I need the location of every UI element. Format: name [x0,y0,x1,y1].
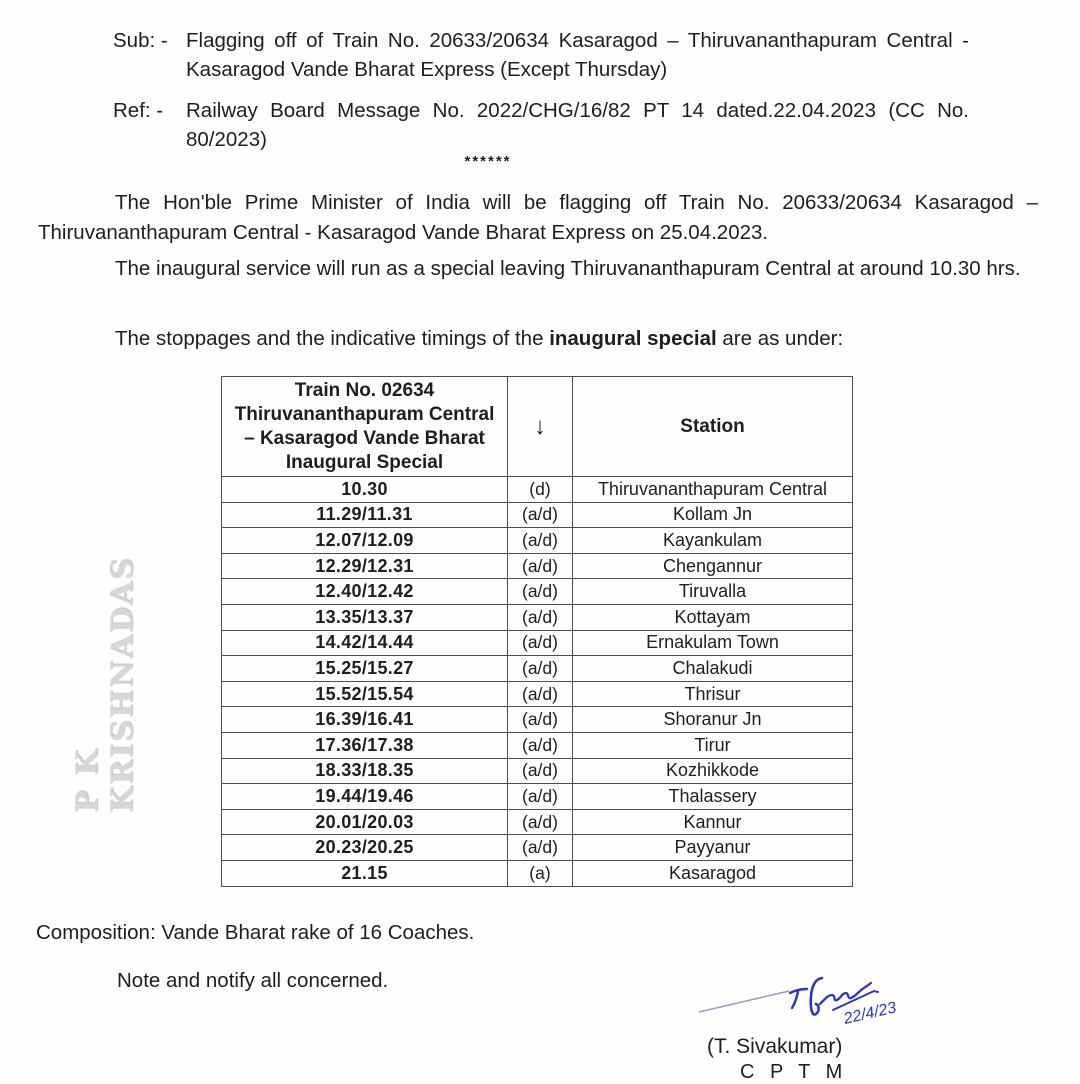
station-cell: Kozhikkode [573,758,853,784]
signature-date: 22/4/23 [842,999,898,1028]
signature-stroke-squiggle [820,983,871,1004]
station-cell: Kasaragod [573,860,853,886]
table-row [222,707,853,733]
signature-stroke-t-stem [792,991,798,1008]
station-cell: Kollam Jn [573,502,853,528]
composition-line: Composition: Vande Bharat rake of 16 Coaches. [36,921,475,944]
train-name-header-cell [222,377,508,477]
asterisk-separator: ****** [464,153,512,170]
note-line: Note and notify all concerned. [117,969,389,992]
reference-text: Railway Board Message No. 2022/CHG/16/82 PT 14 dated.22.04.2023 (CC No. 80/2023) [186,99,969,151]
station-header-cell: Station [573,377,853,477]
signature-stroke-loop [811,978,822,1015]
signature-pencil-line [699,991,789,1012]
table-row [222,604,853,630]
time-cell: 19.44/19.46 [222,784,508,810]
marker-cell: (a/d) [508,707,573,733]
marker-cell: (a/d) [508,528,573,554]
table-row [222,835,853,861]
subject-label: Sub: - [113,29,168,52]
time-cell: 20.01/20.03 [222,809,508,835]
table-row [222,681,853,707]
timetable-header [222,377,853,477]
marker-cell: (a/d) [508,784,573,810]
time-cell: 11.29/11.31 [222,502,508,528]
train-header-line: Inaugural Special [285,451,444,473]
table-row [222,860,853,886]
marker-cell: (a) [508,860,573,886]
time-cell: 15.25/15.27 [222,656,508,682]
down-arrow-icon: ↓ [534,412,546,440]
signature-block [693,972,993,1084]
paragraph-stoppages-intro [38,324,1048,354]
paragraph-flagging-off: The Hon'ble Prime Minister of India will be flagging off Train No. 20633/20634 Kasaragod – Thiruvananthapuram Central - Kasaragod Vande Bharat Express on 25.04.2023. [38,191,1038,244]
station-cell: Thrisur [573,681,853,707]
station-cell: Chalakudi [573,656,853,682]
station-cell: Kannur [573,809,853,835]
signatory-name: (T. Sivakumar) [707,1035,843,1058]
marker-cell: (a/d) [508,835,573,861]
marker-cell: (a/d) [508,809,573,835]
stoppages-intro-after: are as under: [716,327,844,350]
table-row [222,579,853,605]
station-cell: Kayankulam [573,528,853,554]
time-cell: 15.52/15.54 [222,681,508,707]
table-row [222,784,853,810]
train-header-line: – Kasaragod Vande Bharat [244,427,485,449]
table-row [222,732,853,758]
table-row [222,656,853,682]
marker-cell: (a/d) [508,604,573,630]
time-cell: 14.42/14.44 [222,630,508,656]
train-header-line: Thiruvananthapuram Central [234,403,495,425]
stoppage-timetable [221,376,853,887]
marker-cell: (a/d) [508,656,573,682]
paragraph-inaugural-service: The inaugural service will run as a special leaving Thiruvananthapuram Central at around 10.30 hrs. [115,257,1021,280]
table-row [222,630,853,656]
watermark-text: P K KRISHNADAS [70,556,140,813]
table-row [222,528,853,554]
time-cell: 17.36/17.38 [222,732,508,758]
table-row [222,758,853,784]
station-cell: Shoranur Jn [573,707,853,733]
timetable-header-row [222,377,853,477]
signatory-designation: C P T M [740,1061,848,1083]
table-row [222,553,853,579]
time-cell: 12.07/12.09 [222,528,508,554]
time-cell: 21.15 [222,860,508,886]
station-cell: Thiruvananthapuram Central [573,477,853,503]
marker-cell: (a/d) [508,630,573,656]
marker-cell: (d) [508,477,573,503]
time-cell: 18.33/18.35 [222,758,508,784]
time-cell: 20.23/20.25 [222,835,508,861]
station-cell: Tirur [573,732,853,758]
marker-cell: (a/d) [508,553,573,579]
table-row [222,502,853,528]
station-cell: Kottayam [573,604,853,630]
stoppages-intro-bold: inaugural special [549,327,717,350]
stoppages-intro-before: The stoppages and the indicative timings of the [115,327,550,350]
subject-text: Flagging off of Train No. 20633/20634 Kasaragod – Thiruvananthapuram Central - Kasaragod Vande Bharat Express (Except Thursday) [186,29,969,81]
table-row [222,809,853,835]
marker-cell: (a/d) [508,579,573,605]
marker-cell: (a/d) [508,502,573,528]
time-cell: 10.30 [222,477,508,503]
table-row [222,477,853,503]
station-cell: Chengannur [573,553,853,579]
handwritten-signature [693,972,973,1038]
train-header-line: Train No. 02634 [294,379,435,401]
direction-header-cell [508,377,573,477]
marker-cell: (a/d) [508,681,573,707]
station-cell: Ernakulam Town [573,630,853,656]
timetable-body [222,477,853,887]
station-cell: Tiruvalla [573,579,853,605]
marker-cell: (a/d) [508,732,573,758]
station-cell: Payyanur [573,835,853,861]
station-cell: Thalassery [573,784,853,810]
time-cell: 12.29/12.31 [222,553,508,579]
reference-label: Ref: - [113,99,164,122]
marker-cell: (a/d) [508,758,573,784]
time-cell: 16.39/16.41 [222,707,508,733]
reference-block [113,96,969,154]
subject-block [113,26,969,84]
time-cell: 12.40/12.42 [222,579,508,605]
time-cell: 13.35/13.37 [222,604,508,630]
